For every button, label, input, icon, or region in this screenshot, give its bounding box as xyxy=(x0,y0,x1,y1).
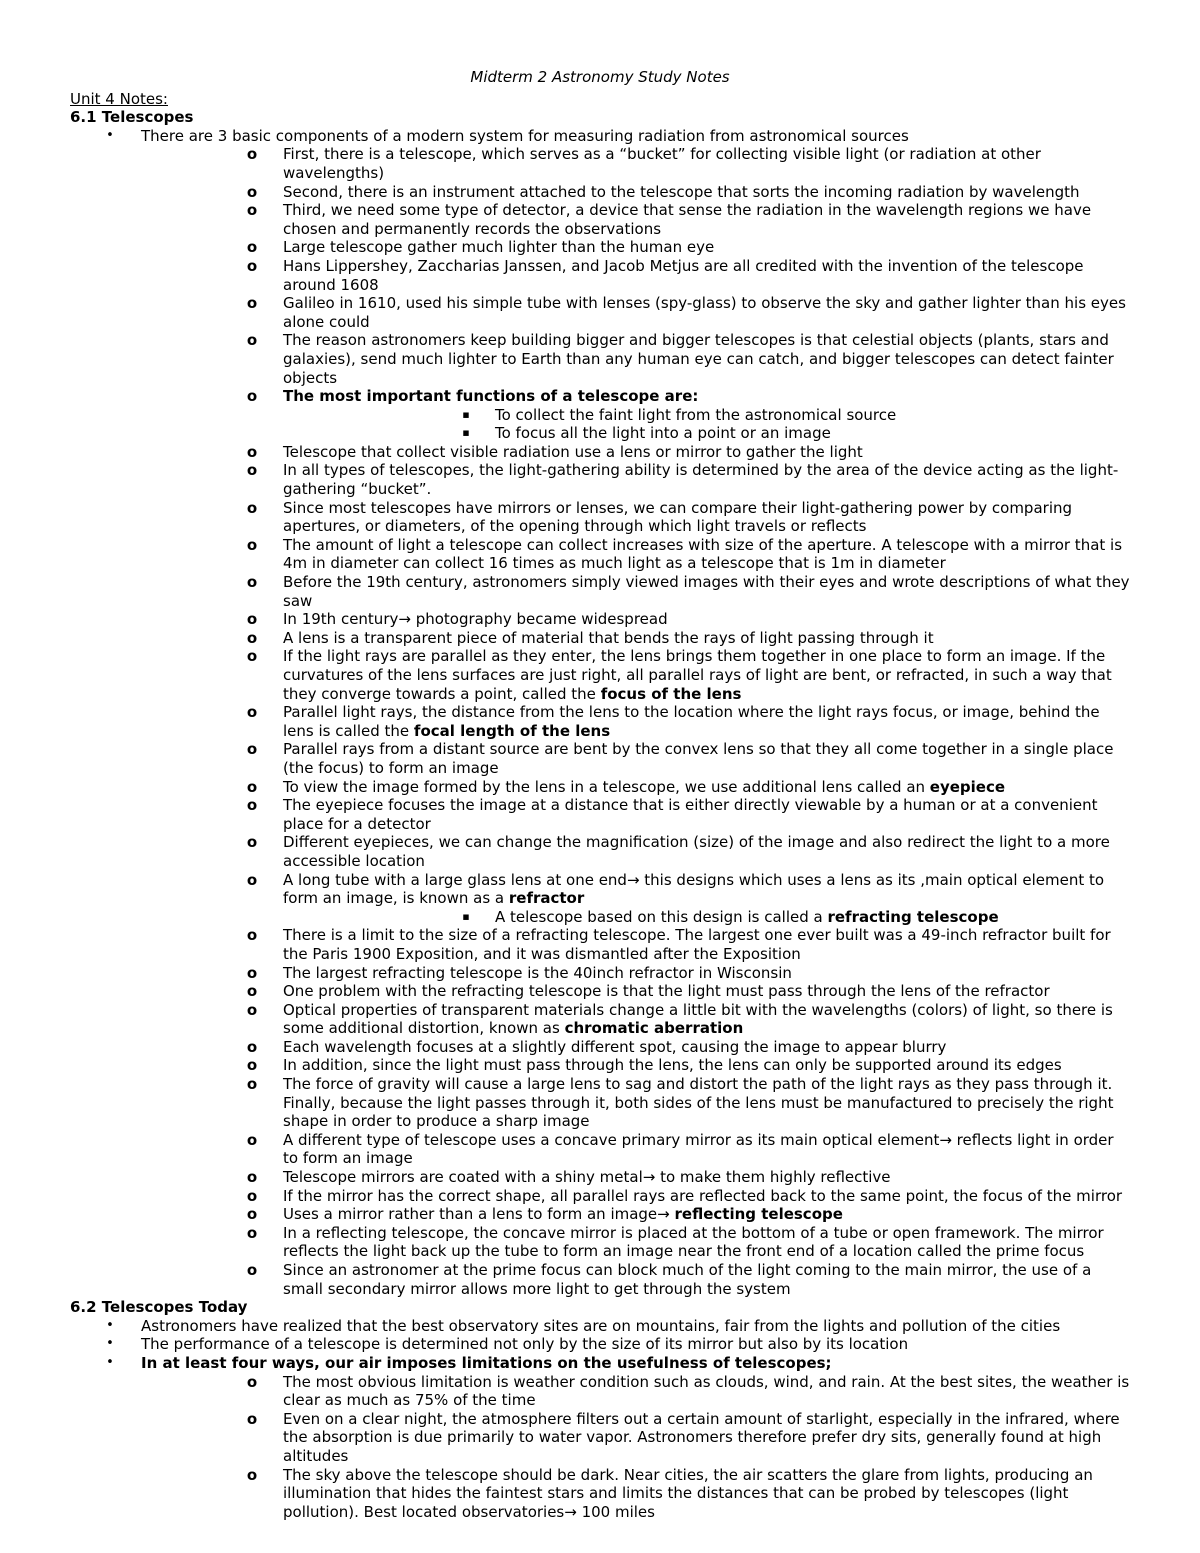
square-marker-icon: ▪ xyxy=(462,909,470,923)
square-marker-icon: ▪ xyxy=(462,407,470,421)
circle-marker-icon: o xyxy=(246,1037,258,1056)
list-item xyxy=(141,1056,1130,1075)
item-text: Optical properties of transparent materials change a little bit with the wavelengths (colors) of light, so there is some additional distortion, known as xyxy=(283,1000,1113,1038)
list-item xyxy=(141,629,1130,648)
item-text: The most obvious limitation is weather condition such as clouds, wind, and rain. At the best sites, the weather is clear as much as 75% of the time xyxy=(283,1372,1130,1410)
item-text: Second, there is an instrument attached to the telescope that sorts the incoming radiation by wavelength xyxy=(283,182,1080,201)
notes-list-level-1 xyxy=(70,127,1130,1298)
section-heading: 6.1 Telescopes xyxy=(70,108,194,127)
circle-marker-icon: o xyxy=(246,1223,258,1242)
item-text: Since most telescopes have mirrors or lenses, we can compare their light-gathering power by comparing apertures, or diameters, of the opening through which light travels or reflects xyxy=(283,498,1073,536)
circle-marker-icon: o xyxy=(246,461,258,480)
circle-marker-icon: o xyxy=(246,1056,258,1075)
item-bold-text: focus of the lens xyxy=(600,684,742,703)
circle-marker-icon: o xyxy=(246,294,258,313)
list-item xyxy=(141,1038,1130,1057)
notes-list-level-3 xyxy=(283,908,1130,927)
circle-marker-icon: o xyxy=(246,1261,258,1279)
circle-marker-icon: o xyxy=(246,740,258,759)
circle-marker-icon: o xyxy=(246,1000,258,1019)
unit-heading: Unit 4 Notes: xyxy=(70,89,168,108)
item-text: One problem with the refracting telescope is that the light must pass through the lens of the refractor xyxy=(283,982,1050,1001)
item-text: In addition, since the light must pass through the lens, the lens can only be supported around its edges xyxy=(283,1056,1062,1075)
list-item xyxy=(141,1001,1130,1038)
list-item xyxy=(141,499,1130,536)
bullet-marker-icon: • xyxy=(106,1354,114,1370)
item-bold-text: refracting telescope xyxy=(827,907,999,926)
list-item xyxy=(141,1373,1130,1410)
circle-marker-icon: o xyxy=(246,182,258,201)
list-item xyxy=(141,871,1130,927)
circle-marker-icon: o xyxy=(246,1409,258,1428)
circle-marker-icon: o xyxy=(246,331,258,350)
item-text: Each wavelength focuses at a slightly different spot, causing the image to appear blurry xyxy=(283,1037,947,1056)
item-text: Astronomers have realized that the best observatory sites are on mountains, fair from the lights and pollution of the cities xyxy=(141,1316,1061,1335)
item-text: To collect the faint light from the astronomical source xyxy=(495,405,897,424)
list-item xyxy=(141,740,1130,777)
list-item xyxy=(141,1466,1130,1522)
notes-list-level-2 xyxy=(141,1373,1130,1522)
item-bold-text: The most important functions of a telescope are: xyxy=(283,387,699,406)
document-title: Midterm 2 Astronomy Study Notes xyxy=(470,68,730,86)
list-item xyxy=(141,703,1130,740)
item-text: The amount of light a telescope can collect increases with size of the aperture. A telescope with a mirror that is 4m in diameter can collect 16 times as much light as a telescope that is 1m in diameter xyxy=(283,535,1123,573)
circle-marker-icon: o xyxy=(246,1465,258,1484)
item-bold-text: focal length of the lens xyxy=(413,721,611,740)
item-bold-text: reflecting telescope xyxy=(674,1205,843,1224)
item-text: Telescope that collect visible radiation use a lens or mirror to gather the light xyxy=(283,442,863,461)
list-item xyxy=(70,1335,1130,1354)
item-text: In 19th century→ photography became widespread xyxy=(283,610,668,629)
item-text: A long tube with a large glass lens at one end→ this designs which uses a lens as its ,main optical element to form an image, is known as a xyxy=(283,870,1105,908)
circle-marker-icon: o xyxy=(246,1205,258,1224)
item-text: Parallel rays from a distant source are bent by the convex lens so that they all come together in a single place (the focus) to form an image xyxy=(283,740,1114,777)
circle-marker-icon: o xyxy=(246,610,258,629)
item-text: The performance of a telescope is determined not only by the size of its mirror but also by its location xyxy=(141,1335,909,1354)
circle-marker-icon: o xyxy=(246,573,258,592)
circle-marker-icon: o xyxy=(246,703,258,722)
list-item xyxy=(283,424,1130,443)
item-text: Hans Lippershey, Zaccharias Janssen, and Jacob Metjus are all credited with the invention of the telescope around 1608 xyxy=(283,256,1084,294)
list-item xyxy=(141,238,1130,257)
list-item xyxy=(141,1131,1130,1168)
list-item xyxy=(141,964,1130,983)
list-item xyxy=(283,406,1130,425)
item-bold-text: eyepiece xyxy=(929,777,1006,796)
bullet-marker-icon: • xyxy=(106,127,114,143)
list-item xyxy=(141,536,1130,573)
list-item xyxy=(70,1317,1130,1336)
item-bold-text: In at least four ways, our air imposes limitations on the usefulness of telescopes; xyxy=(141,1353,832,1372)
item-text: There is a limit to the size of a refracting telescope. The largest one ever built was a 49-inch refractor built for the Paris 1900 Exposition, and it was dismantled after the Exposition xyxy=(283,926,1111,963)
list-item xyxy=(141,145,1130,182)
list-item xyxy=(141,647,1130,703)
list-item xyxy=(141,387,1130,443)
list-item xyxy=(141,573,1130,610)
circle-marker-icon: o xyxy=(246,442,258,461)
circle-marker-icon: o xyxy=(246,1186,258,1205)
list-item xyxy=(141,461,1130,498)
item-text: A different type of telescope uses a concave primary mirror as its main optical element→ reflects light in order to form an image xyxy=(283,1130,1114,1168)
circle-marker-icon: o xyxy=(246,870,258,889)
circle-marker-icon: o xyxy=(246,1372,258,1391)
bullet-marker-icon: • xyxy=(106,1336,114,1352)
item-text: The largest refracting telescope is the 40inch refractor in Wisconsin xyxy=(283,963,792,982)
list-item xyxy=(141,982,1130,1001)
circle-marker-icon: o xyxy=(246,796,258,815)
notes-list-level-1 xyxy=(70,1317,1130,1522)
circle-marker-icon: o xyxy=(246,535,258,554)
item-text: In a reflecting telescope, the concave mirror is placed at the bottom of a tube or open framework. The mirror reflects the light back up the tube to form an image near the front end of a location called the prime focus xyxy=(283,1223,1104,1261)
list-item xyxy=(141,1168,1130,1187)
list-item xyxy=(141,294,1130,331)
notes-section xyxy=(70,108,1130,1298)
circle-marker-icon: o xyxy=(246,647,258,666)
item-bold-text: chromatic aberration xyxy=(564,1019,744,1038)
notes-list-level-3 xyxy=(283,406,1130,443)
list-item xyxy=(141,796,1130,833)
list-item xyxy=(141,1205,1130,1224)
section-heading: 6.2 Telescopes Today xyxy=(70,1298,248,1317)
notes-section xyxy=(70,1298,1130,1521)
circle-marker-icon: o xyxy=(246,628,258,647)
list-item xyxy=(141,1075,1130,1131)
item-text: A telescope based on this design is called a xyxy=(495,907,828,926)
item-text: Different eyepieces, we can change the magnification (size) of the image and also redirect the light to a more accessible location xyxy=(283,833,1110,870)
bullet-marker-icon: • xyxy=(106,1317,114,1333)
circle-marker-icon: o xyxy=(246,238,258,257)
item-text: Large telescope gather much lighter than the human eye xyxy=(283,238,715,257)
circle-marker-icon: o xyxy=(246,926,258,945)
circle-marker-icon: o xyxy=(246,201,258,220)
item-text: Third, we need some type of detector, a device that sense the radiation in the wavelength regions we have chosen and permanently records the observations xyxy=(283,201,1092,238)
notes-list-level-2 xyxy=(141,145,1130,1298)
list-item xyxy=(70,1354,1130,1521)
circle-marker-icon: o xyxy=(246,1130,258,1149)
item-text: In all types of telescopes, the light-gathering ability is determined by the area of the device acting as the light-gathering “bucket”. xyxy=(283,461,1119,499)
document-page xyxy=(70,68,1130,1521)
list-item xyxy=(141,257,1130,294)
list-item xyxy=(141,833,1130,870)
circle-marker-icon: o xyxy=(246,145,258,164)
list-item xyxy=(141,183,1130,202)
circle-marker-icon: o xyxy=(246,777,258,796)
item-text: First, there is a telescope, which serves as a “bucket” for collecting visible light (or radiation at other wavelengths) xyxy=(283,145,1041,182)
item-text: Even on a clear night, the atmosphere filters out a certain amount of starlight, especially in the infrared, where the absorption is due primarily to water vapor. Astronomers therefore prefer dry sits, generally found at high altitudes xyxy=(283,1409,1120,1465)
circle-marker-icon: o xyxy=(246,963,258,982)
list-item xyxy=(141,201,1130,238)
item-text: The eyepiece focuses the image at a distance that is either directly viewable by a human or at a convenient place for a detector xyxy=(283,796,1098,833)
square-marker-icon: ▪ xyxy=(462,426,470,440)
list-item xyxy=(141,443,1130,462)
circle-marker-icon: o xyxy=(246,498,258,517)
item-bold-text: refractor xyxy=(508,889,585,908)
circle-marker-icon: o xyxy=(246,256,258,275)
item-text: Telescope mirrors are coated with a shiny metal→ to make them highly reflective xyxy=(283,1168,891,1187)
list-item xyxy=(141,1261,1130,1298)
item-text: Before the 19th century, astronomers simply viewed images with their eyes and wrote descriptions of what they saw xyxy=(283,573,1130,610)
item-text: The sky above the telescope should be dark. Near cities, the air scatters the glare from lights, producing an illumination that hides the faintest stars and limits the distances that can be probed by telescopes (light pollution). Best located observatories→ 100 miles xyxy=(283,1465,1093,1521)
circle-marker-icon: o xyxy=(246,387,258,406)
item-text: If the mirror has the correct shape, all parallel rays are reflected back to the same point, the focus of the mirror xyxy=(283,1186,1123,1205)
circle-marker-icon: o xyxy=(246,982,258,1001)
item-text: There are 3 basic components of a modern system for measuring radiation from astronomical sources xyxy=(141,126,909,145)
item-text: Parallel light rays, the distance from the lens to the location where the light rays focus, or image, behind the lens is called the xyxy=(283,703,1100,740)
item-text: To view the image formed by the lens in a telescope, we use additional lens called an xyxy=(283,777,930,796)
list-item xyxy=(141,778,1130,797)
list-item xyxy=(141,926,1130,963)
list-item xyxy=(70,127,1130,1298)
list-item xyxy=(141,1224,1130,1261)
list-item xyxy=(141,610,1130,629)
item-text: To focus all the light into a point or an image xyxy=(495,424,831,443)
list-item xyxy=(283,908,1130,927)
list-item xyxy=(141,1187,1130,1206)
item-text: Since an astronomer at the prime focus can block much of the light coming to the main mirror, the use of a small secondary mirror allows more light to get through the system xyxy=(283,1261,1092,1298)
item-text: A lens is a transparent piece of material that bends the rays of light passing through it xyxy=(283,628,934,647)
circle-marker-icon: o xyxy=(246,1168,258,1187)
notes-sections xyxy=(70,108,1130,1521)
item-text: If the light rays are parallel as they enter, the lens brings them together in one place to form an image. If the curvatures of the lens surfaces are just right, all parallel rays of light are bent, or refracted, in such a way that they converge towards a point, called the xyxy=(283,647,1112,703)
list-item xyxy=(141,1410,1130,1466)
item-text: The reason astronomers keep building bigger and bigger telescopes is that celestial objects (plants, stars and galaxies), send much lighter to Earth than any human eye can catch, and bigger telescopes can detect fainter objects xyxy=(283,331,1114,387)
item-text: Galileo in 1610, used his simple tube with lenses (spy-glass) to observe the sky and gather lighter than his eyes alone could xyxy=(283,294,1126,331)
list-item xyxy=(141,331,1130,387)
item-text: Uses a mirror rather than a lens to form an image→ xyxy=(283,1205,675,1224)
circle-marker-icon: o xyxy=(246,1075,258,1094)
item-text: The force of gravity will cause a large lens to sag and distort the path of the light rays as they pass through it. Finally, because the light passes through it, both sides of the lens must be manufactured to precisely the right shape in order to produce a sharp image xyxy=(283,1075,1114,1131)
circle-marker-icon: o xyxy=(246,833,258,852)
